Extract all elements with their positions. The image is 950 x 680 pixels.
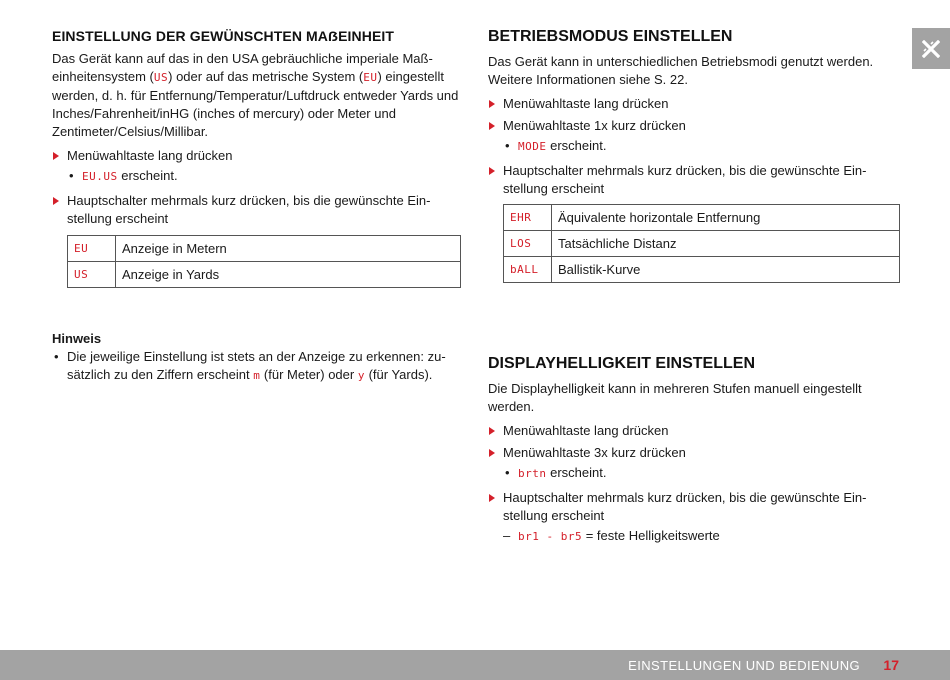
red-triangle-icon — [53, 197, 59, 205]
red-triangle-icon — [489, 100, 495, 108]
units-table — [67, 235, 461, 288]
display-code-brtn: brtn — [518, 467, 547, 480]
table-cell-text: Anzeige in Metern — [116, 236, 461, 262]
display-code: EU — [74, 242, 89, 255]
footer-bar — [0, 650, 950, 680]
table-cell-text: Tatsächliche Distanz — [552, 231, 900, 257]
units-step-2-text: Hauptschalter mehrmals kurz drücken, bis die gewünschte Ein-stellung erscheint — [67, 193, 431, 226]
table-row — [68, 236, 461, 262]
display-code-eu: EU — [363, 71, 378, 84]
brightness-dash-item — [503, 527, 900, 546]
display-code: bALL — [510, 263, 539, 276]
units-step-2 — [52, 192, 460, 228]
brightness-steps — [488, 422, 900, 462]
mode-bullet-1-text: erscheint. — [546, 138, 607, 153]
mode-bullet-1 — [503, 137, 900, 156]
page-number: 17 — [883, 657, 899, 673]
brightness-step-1-text: Menüwahltaste lang drücken — [503, 423, 669, 438]
brightness-step-2-text: Menüwahltaste 3x kurz drücken — [503, 445, 686, 460]
mode-step-3-text: Hauptschalter mehrmals kurz drücken, bis die gewünschte Ein-stellung erscheint — [503, 163, 867, 196]
hint-text-1: Die jeweilige Einstellung ist stets an der Anzeige zu erkennen: zu-sätzlich zu den Ziffern erscheint — [67, 349, 446, 382]
hint-text-3: (für Yards). — [364, 367, 433, 382]
display-code: LOS — [510, 237, 532, 250]
units-intro-text-1: Das Gerät kann auf das in den USA gebräuchliche imperiale Maß-einheitensystem ( — [52, 51, 433, 84]
table-cell-code — [68, 262, 116, 288]
table-cell-text: Ballistik-Kurve — [552, 257, 900, 283]
display-code: EHR — [510, 211, 532, 224]
display-code-m: m — [253, 369, 261, 382]
red-triangle-icon — [489, 167, 495, 175]
mode-step-1-text: Menüwahltaste lang drücken — [503, 96, 669, 111]
hint-label: Hinweis — [52, 331, 102, 346]
brightness-steps-2 — [488, 489, 900, 525]
units-steps — [52, 147, 460, 165]
dash-mark: – — [503, 528, 511, 543]
units-intro-text-3: ) eingestellt werden, d. h. für Entfernung/Temperatur/Luftdruck entweder Yards und Inches/Fahrenheit/inHG (inches of mercury) oder Meter und Zentimeter/Celsius/Millibar. — [52, 69, 459, 139]
table-cell-code — [504, 231, 552, 257]
display-code: US — [74, 268, 89, 281]
table-cell-code — [504, 205, 552, 231]
brightness-step-1 — [488, 422, 900, 440]
table-row — [504, 257, 900, 283]
display-code-mode: MODE — [518, 140, 547, 153]
display-code-eu-us: EU.US — [82, 170, 118, 183]
red-triangle-icon — [489, 122, 495, 130]
mode-steps-2 — [488, 162, 900, 198]
units-intro — [52, 50, 460, 141]
mode-step-2 — [488, 117, 900, 135]
hint-bullet — [52, 348, 460, 385]
display-code-y: y — [357, 369, 365, 382]
red-triangle-icon — [489, 449, 495, 457]
table-row — [504, 205, 900, 231]
brightness-step-3 — [488, 489, 900, 525]
brightness-step-3-text: Hauptschalter mehrmals kurz drücken, bis die gewünschte Ein-stellung erscheint — [503, 490, 867, 523]
units-step-1-text: Menüwahltaste lang drücken — [67, 148, 233, 163]
footer-section-title: EINSTELLUNGEN UND BEDIENUNG — [628, 658, 860, 673]
table-cell-text: Anzeige in Yards — [116, 262, 461, 288]
mode-step-1 — [488, 95, 900, 113]
close-button[interactable] — [912, 28, 950, 69]
brightness-bullet-1-text: erscheint. — [546, 465, 607, 480]
hint-text-2: (für Meter) oder — [260, 367, 358, 382]
brightness-bullet-1 — [503, 464, 900, 483]
brightness-intro: Die Displayhelligkeit kann in mehreren Stufen manuell eingestellt werden. — [488, 381, 862, 414]
brightness-heading: DISPLAYHELLIGKEIT EINSTELLEN — [488, 355, 755, 372]
units-intro-text-2: ) oder auf das metrische System ( — [168, 69, 364, 84]
display-code-us: US — [153, 71, 169, 84]
close-icon — [922, 40, 940, 58]
left-column — [52, 0, 460, 385]
brightness-dash-text: = feste Helligkeitswerte — [582, 528, 720, 543]
mode-table — [503, 204, 900, 283]
brightness-step-2 — [488, 444, 900, 462]
table-row — [68, 262, 461, 288]
table-row — [504, 231, 900, 257]
units-bullet-1-text: erscheint. — [117, 168, 178, 183]
units-bullet-1 — [67, 167, 460, 186]
mode-heading: BETRIEBSMODUS EINSTELLEN — [488, 28, 733, 45]
mode-step-2-text: Menüwahltaste 1x kurz drücken — [503, 118, 686, 133]
red-triangle-icon — [489, 427, 495, 435]
units-steps-2 — [52, 192, 460, 228]
table-cell-code — [504, 257, 552, 283]
mode-intro: Das Gerät kann in unterschiedlichen Betriebsmodi genutzt werden. Weitere Informationen siehe S. 22. — [488, 54, 874, 87]
mode-steps — [488, 95, 900, 135]
red-triangle-icon — [489, 494, 495, 502]
table-cell-text: Äquivalente horizontale Entfernung — [552, 205, 900, 231]
units-step-1 — [52, 147, 460, 165]
display-code-br-range: br1 - br5 — [518, 530, 583, 543]
units-heading: EINSTELLUNG DER GEWÜNSCHTEN MAẞEINHEIT — [52, 28, 395, 44]
red-triangle-icon — [53, 152, 59, 160]
table-cell-code — [68, 236, 116, 262]
right-column — [488, 0, 900, 546]
mode-step-3 — [488, 162, 900, 198]
